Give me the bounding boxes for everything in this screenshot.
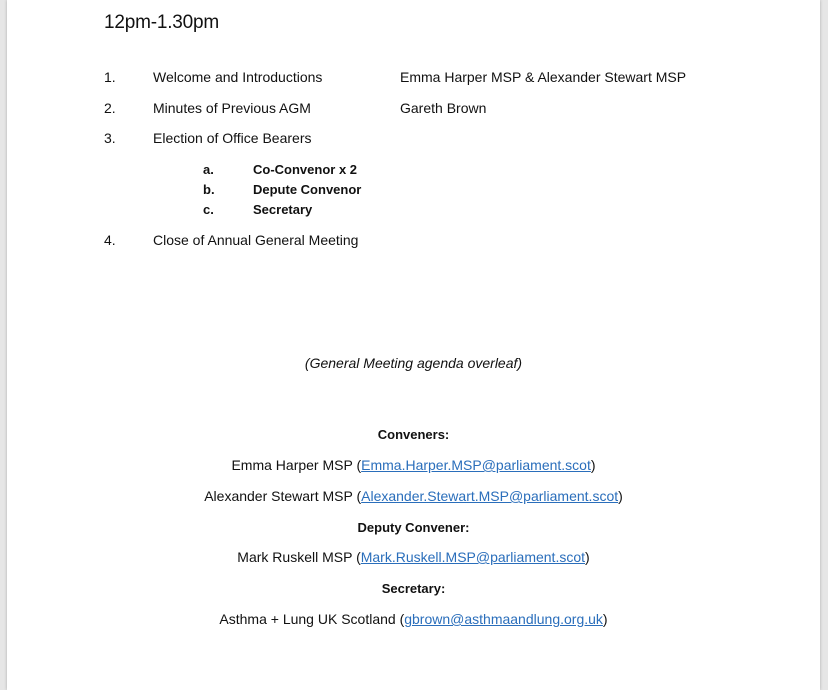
- document-page: [7, 0, 820, 690]
- email-link[interactable]: Emma.Harper.MSP@parliament.scot: [361, 457, 591, 473]
- agenda-number: 1.: [104, 69, 116, 85]
- office-bearer-letter: c.: [203, 202, 214, 217]
- contact-name: Emma Harper MSP (: [231, 457, 362, 473]
- close-paren: ): [618, 488, 623, 504]
- agenda-lead: Gareth Brown: [400, 100, 487, 116]
- contact-name: Alexander Stewart MSP (: [204, 488, 362, 504]
- secretary-heading: Secretary:: [381, 581, 446, 596]
- contact-name: Mark Ruskell MSP (: [237, 549, 361, 565]
- office-bearer-item: [203, 182, 503, 199]
- agenda-item: [104, 232, 754, 250]
- email-link[interactable]: Mark.Ruskell.MSP@parliament.scot: [360, 549, 586, 565]
- agenda-item: [104, 100, 754, 118]
- office-bearer-title: Secretary: [253, 202, 313, 217]
- agenda-note: (General Meeting agenda overleaf): [304, 355, 523, 371]
- office-bearer-title: Co-Convenor x 2: [253, 162, 358, 177]
- agenda-title: Welcome and Introductions: [153, 69, 323, 85]
- close-paren: ): [602, 611, 608, 627]
- agenda-number: 3.: [104, 130, 116, 146]
- agenda-title: Minutes of Previous AGM: [153, 100, 311, 116]
- close-paren: ): [590, 457, 596, 473]
- agenda-lead: Emma Harper MSP & Alexander Stewart MSP: [400, 69, 687, 85]
- office-bearer-item: [203, 202, 503, 219]
- close-paren: ): [585, 549, 590, 565]
- agenda-number: 2.: [104, 100, 116, 116]
- agenda-title: Election of Office Bearers: [153, 130, 312, 146]
- office-bearer-item: [203, 162, 503, 179]
- email-link[interactable]: gbrown@asthmaandlung.org.uk: [404, 611, 603, 627]
- email-link[interactable]: Alexander.Stewart.MSP@parliament.scot: [361, 488, 619, 504]
- agenda-item: [104, 130, 754, 148]
- meeting-time: 12pm-1.30pm: [104, 12, 220, 33]
- contact-name: Asthma + Lung UK Scotland (: [219, 611, 405, 627]
- agenda-item: [104, 69, 754, 87]
- convener-contact: [7, 488, 820, 504]
- office-bearer-title: Depute Convenor: [253, 182, 362, 197]
- office-bearer-letter: a.: [203, 162, 214, 177]
- convener-contact: [7, 457, 820, 473]
- office-bearer-letter: b.: [203, 182, 215, 197]
- deputy-contact: [7, 549, 820, 565]
- secretary-contact: [7, 611, 820, 627]
- deputy-heading: Deputy Convener:: [357, 520, 470, 535]
- agenda-title: Close of Annual General Meeting: [153, 232, 359, 248]
- agenda-number: 4.: [104, 232, 116, 248]
- conveners-heading: Conveners:: [377, 427, 450, 442]
